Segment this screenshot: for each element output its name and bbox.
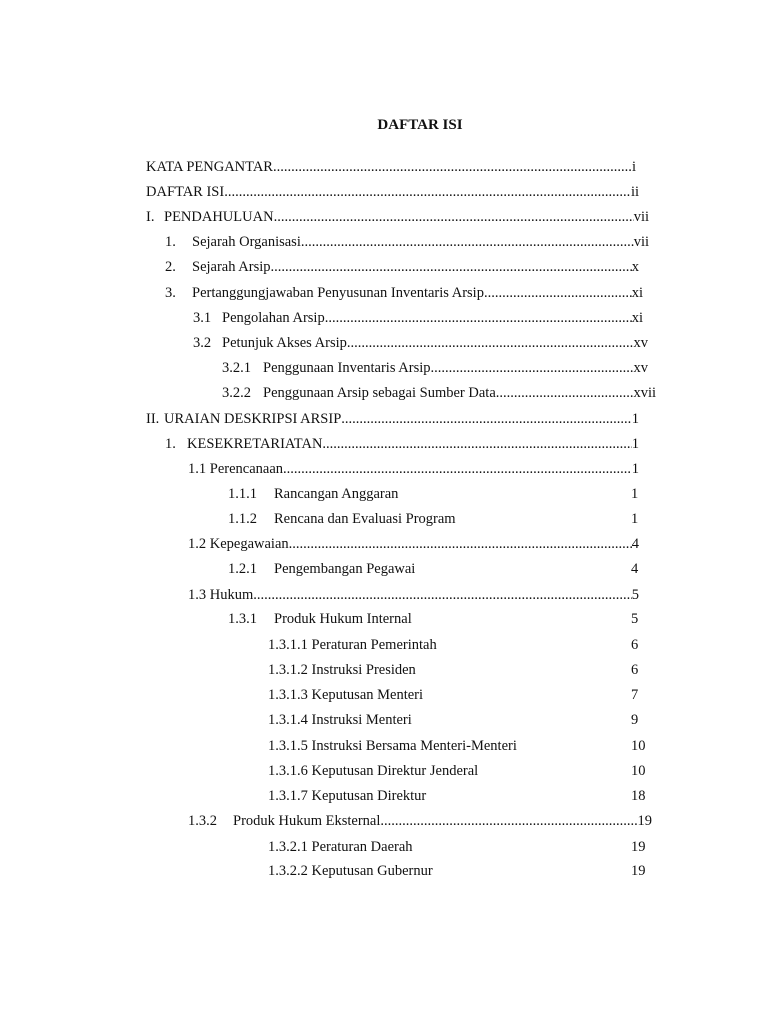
dot-leader [289,534,632,554]
toc-entry-page: vii [633,209,649,225]
toc-entry-page: 18 [631,788,646,804]
toc-entry-label: 1.3.2.1 Peraturan Daerah [268,839,413,855]
toc-entry-number: II. [146,411,160,427]
toc-entry-page: 9 [631,712,639,728]
toc-entry-number: 1.3.1 [228,611,257,627]
toc-entry-rencana-evaluasi-program[interactable] [228,509,648,529]
toc-entry-page: 7 [631,687,639,703]
toc-entry-label: KATA PENGANTAR [146,159,273,175]
toc-entry-peraturan-pemerintah[interactable] [268,635,648,655]
toc-entry-page: vii [633,234,649,250]
toc-entry-number: 2. [165,259,176,275]
toc-entry-label: 1.3 Hukum [188,587,254,603]
toc-entry-page: xi [631,285,643,301]
toc-entry-label: 1.3.1.2 Instruksi Presiden [268,662,416,678]
toc-entry-label: 1.3.1.7 Keputusan Direktur [268,788,427,804]
toc-entry-keputusan-direktur[interactable] [268,786,653,806]
toc-entry-label: Pertanggungjawaban Penyusunan Inventaris Arsip [192,285,484,301]
toc-entry-daftar-isi[interactable] [146,182,639,202]
toc-entry-number: 3.2 [193,335,212,351]
toc-entry-peraturan-daerah[interactable] [268,837,653,857]
toc-entry-page: x [631,259,639,275]
dot-leader [271,257,632,277]
toc-entry-page: xv [633,360,648,376]
toc-entry-label: 1.2 Kepegawaian [188,536,289,552]
dot-leader [322,434,631,454]
toc-entry-number: 1. [165,436,176,452]
toc-entry-page: 4 [631,536,639,552]
toc-entry-label: Petunjuk Akses Arsip [222,335,347,351]
toc-entry-page: 6 [631,637,639,653]
toc-entry-page: xv [633,335,648,351]
toc-entry-number: 3.1 [193,310,212,326]
toc-entry-label: 1.3.1.4 Instruksi Menteri [268,712,412,728]
toc-entry-sejarah-organisasi[interactable] [165,232,649,252]
toc-entry-number: 1.2.1 [228,561,257,577]
toc-entry-number: 3.2.2 [222,385,251,401]
toc-entry-pengembangan-pegawai[interactable] [228,559,648,579]
toc-entry-label: Pengolahan Arsip [222,310,325,326]
toc-entry-keputusan-direktur-jenderal[interactable] [268,761,653,781]
toc-entry-page: 1 [631,411,639,427]
toc-entry-number: 3.2.1 [222,360,251,376]
dot-leader [341,409,631,429]
toc-entry-penggunaan-inventaris-arsip[interactable] [222,358,648,378]
toc-entry-sejarah-arsip[interactable] [165,257,639,277]
toc-entry-instruksi-bersama-menteri[interactable] [268,736,653,756]
toc-entry-page: i [631,159,636,175]
toc-entry-pengolahan-arsip[interactable] [193,308,643,328]
dot-leader [301,232,634,252]
dot-leader [325,308,632,328]
toc-entry-kesekretariatan[interactable] [165,434,639,454]
toc-entry-instruksi-menteri[interactable] [268,710,648,730]
toc-entry-page: 5 [631,587,639,603]
toc-entry-page: ii [630,184,639,200]
toc-entry-label: Sejarah Arsip [192,259,271,275]
toc-entry-page: xi [631,310,643,326]
toc-entry-number: 3. [165,285,176,301]
toc-entry-produk-hukum-eksternal[interactable] [188,811,652,831]
toc-entry-number: 1. [165,234,176,250]
toc-entry-label: Rancangan Anggaran [274,486,399,502]
toc-entry-number: 1.3.2 [188,813,217,829]
toc-entry-label: URAIAN DESKRIPSI ARSIP [164,411,342,427]
toc-entry-page: 4 [631,561,639,577]
toc-entry-label: Sejarah Organisasi [192,234,301,250]
dot-leader [274,207,634,227]
toc-entry-label: KESEKRETARIATAN [187,436,323,452]
toc-entry-number: I. [146,209,155,225]
toc-entry-page: 1 [631,461,639,477]
toc-entry-petunjuk-akses-arsip[interactable] [193,333,648,353]
toc-entry-pendahuluan[interactable] [146,207,649,227]
toc-entry-page: 10 [631,763,646,779]
toc-entry-keputusan-gubernur[interactable] [268,861,653,881]
dot-leader [224,182,631,202]
toc-entry-label: PENDAHULUAN [164,209,274,225]
toc-entry-keputusan-menteri[interactable] [268,685,648,705]
toc-entry-produk-hukum-internal[interactable] [228,609,648,629]
toc-entry-page: 1 [631,486,639,502]
toc-entry-page: 6 [631,662,639,678]
toc-entry-label: 1.3.1.1 Peraturan Pemerintah [268,637,437,653]
toc-entry-page: 1 [631,511,639,527]
toc-entry-pertanggungjawaban[interactable] [165,283,643,303]
toc-entry-number: 1.1.2 [228,511,257,527]
page-title: DAFTAR ISI [377,117,463,133]
toc-entry-label: 1.1 Perencanaan [188,461,284,477]
dot-leader [283,459,632,479]
toc-entry-page: 19 [637,813,652,829]
dot-leader [496,383,634,403]
toc-entry-perencanaan[interactable] [188,459,639,479]
toc-entry-page: 1 [631,436,639,452]
toc-entry-page: 10 [631,738,646,754]
toc-entry-kepegawaian[interactable] [188,534,639,554]
dot-leader [347,333,634,353]
toc-entry-hukum[interactable] [188,585,639,605]
toc-entry-page: xvii [633,385,656,401]
dot-leader [273,157,632,177]
toc-entry-page: 5 [631,611,639,627]
toc-entry-page: 19 [631,863,646,879]
dot-leader [380,811,637,831]
toc-entry-rancangan-anggaran[interactable] [228,484,648,504]
toc-entry-label: 1.3.1.3 Keputusan Menteri [268,687,424,703]
toc-entry-label: 1.3.1.5 Instruksi Bersama Menteri-Menteri [268,738,517,754]
dot-leader [253,585,632,605]
toc-entry-instruksi-presiden[interactable] [268,660,648,680]
toc-entry-number: 1.1.1 [228,486,257,502]
dot-leader [484,283,632,303]
toc-entry-label: Penggunaan Arsip sebagai Sumber Data [263,385,496,401]
toc-entry-penggunaan-arsip-sumber-data[interactable] [222,383,656,403]
toc-entry-label: 1.3.2.2 Keputusan Gubernur [268,863,433,879]
toc-entry-label: 1.3.1.6 Keputusan Direktur Jenderal [268,763,479,779]
toc-entry-page: 19 [631,839,646,855]
toc-entry-label: Pengembangan Pegawai [274,561,416,577]
toc-entry-label: DAFTAR ISI [146,184,225,200]
toc-entry-kata-pengantar[interactable] [146,157,636,177]
toc-entry-label: Produk Hukum Internal [274,611,412,627]
toc-entry-label: Produk Hukum Eksternal [233,813,381,829]
toc-entry-label: Penggunaan Inventaris Arsip [263,360,431,376]
toc-entry-uraian-deskripsi-arsip[interactable] [146,409,639,429]
toc-entry-label: Rencana dan Evaluasi Program [274,511,456,527]
dot-leader [431,358,634,378]
